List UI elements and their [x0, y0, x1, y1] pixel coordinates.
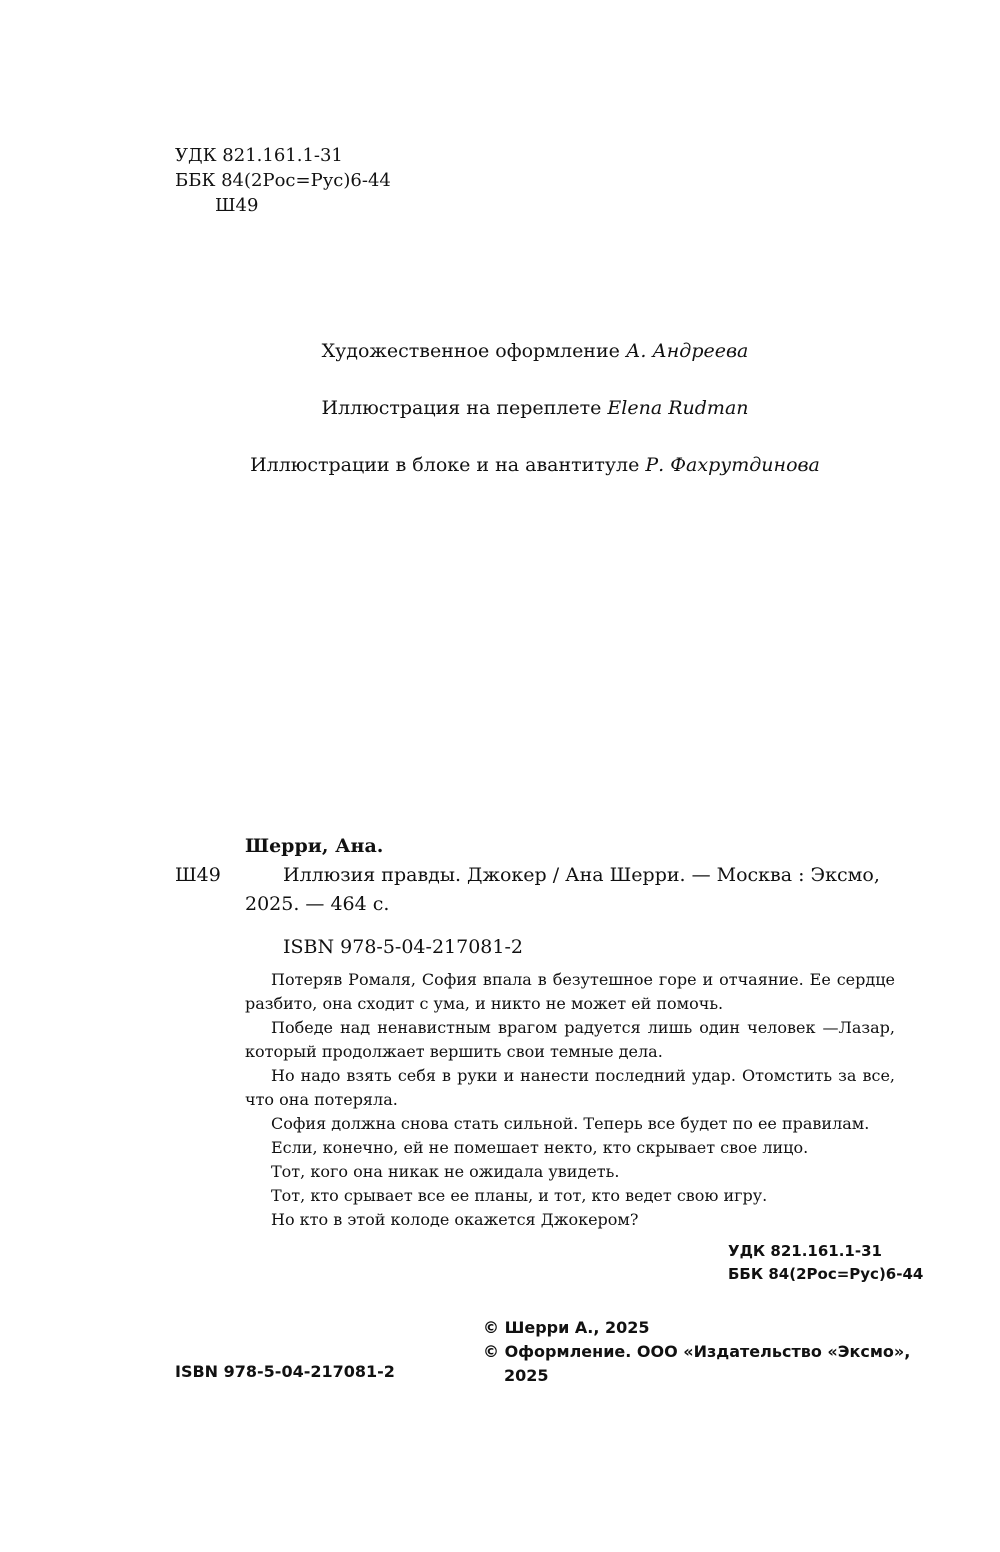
copyright-block	[483, 1316, 910, 1388]
credit-label: Художественное оформление	[321, 340, 620, 362]
copyright-year: 2025	[504, 1366, 549, 1385]
credit-name: Р. Фахрутдинова	[645, 454, 820, 476]
credit-name: А. Андреева	[625, 340, 749, 362]
udk-code: УДК 821.161.1-31	[728, 1242, 882, 1260]
credit-cover-illustration	[0, 397, 1000, 419]
udk-code: УДК 821.161.1-31	[175, 145, 343, 166]
credit-design	[0, 340, 1000, 362]
catalog-title-line	[175, 861, 895, 890]
annotation-paragraph: Тот, кто срывает все ее планы, и тот, кто ведет свою игру.	[271, 1186, 768, 1205]
annotation-paragraph: Но надо взять себя в руки и нанести последний удар. Отомстить за все, что она потеряла.	[245, 1066, 895, 1109]
author-sign: Ш49	[215, 195, 259, 216]
annotation-paragraph: Потеряв Ромаля, София впала в безутешное горе и отчаяние. Ее сердце разбито, она сходит с ума, и никто не может ей помочь.	[245, 970, 895, 1013]
bbk-code: ББК 84(2Рос=Рус)6-44	[728, 1265, 924, 1283]
top-classification-codes	[175, 143, 391, 218]
copyright-author: © Шерри А., 2025	[483, 1318, 650, 1337]
annotation	[245, 968, 895, 1232]
annotation-paragraph: Тот, кого она никак не ожидала увидеть.	[271, 1162, 620, 1181]
credit-label: Иллюстрации в блоке и на авантитуле	[250, 454, 640, 476]
catalog-title-continuation: 2025. — 464 с.	[245, 893, 390, 915]
bottom-classification-codes	[728, 1240, 923, 1286]
catalog-author: Шерри, Ана.	[245, 835, 384, 857]
annotation-paragraph: Если, конечно, ей не помешает некто, кто скрывает свое лицо.	[271, 1138, 809, 1157]
copyright-design: © Оформление. ООО «Издательство «Эксмо»,	[483, 1342, 911, 1361]
catalog-title: Иллюзия правды. Джокер / Ана Шерри. — Москва : Эксмо,	[283, 864, 880, 886]
bbk-code: ББК 84(2Рос=Рус)6-44	[175, 170, 391, 191]
catalog-isbn: ISBN 978-5-04-217081-2	[283, 936, 523, 958]
isbn-bottom: ISBN 978-5-04-217081-2	[175, 1362, 395, 1381]
credit-block-illustrations	[0, 454, 1000, 476]
annotation-paragraph: Победе над ненавистным врагом радуется лишь один человек —Лазар, который продолжает вершить свои темные дела.	[245, 1018, 895, 1061]
annotation-paragraph: София должна снова стать сильной. Теперь все будет по ее правилам.	[271, 1114, 870, 1133]
credit-label: Иллюстрация на переплете	[321, 397, 602, 419]
catalog-code: Ш49	[175, 864, 221, 886]
credit-name: Elena Rudman	[607, 397, 749, 419]
annotation-paragraph: Но кто в этой колоде окажется Джокером?	[271, 1210, 639, 1229]
catalog-record	[175, 832, 895, 962]
